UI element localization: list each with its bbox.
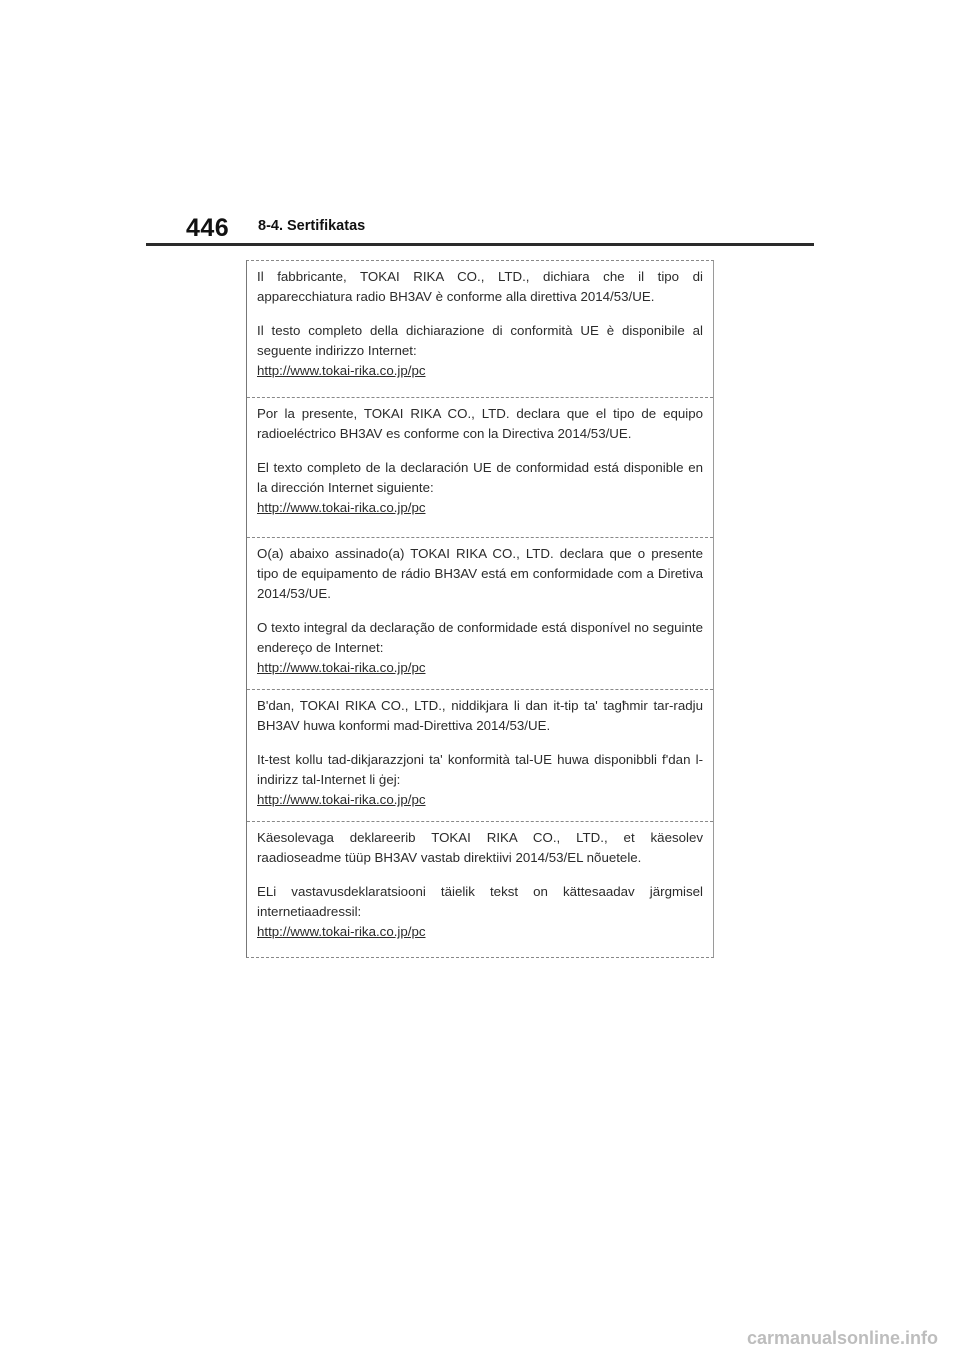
declaration-link[interactable]: http://www.tokai-rika.co.jp/pc: [257, 924, 426, 939]
declaration-block-spanish: [247, 397, 713, 537]
declaration-text: O(a) abaixo assinado(a) TOKAI RIKA CO., LTD. declara que o presente tipo de equipamento de rádio BH3AV está em conformidade com a Diretiva 2014/53/UE.: [257, 546, 703, 601]
declaration-block-estonian: [247, 821, 713, 957]
page-number: 446: [186, 214, 230, 242]
watermark: carmanualsonline.info: [746, 1328, 938, 1348]
declaration-link[interactable]: http://www.tokai-rika.co.jp/pc: [257, 363, 426, 378]
declaration-link[interactable]: http://www.tokai-rika.co.jp/pc: [257, 660, 426, 675]
declaration-text: Il fabbricante, TOKAI RIKA CO., LTD., dichiara che il tipo di apparecchiatura radio BH3AV è conforme alla direttiva 2014/53/UE.: [257, 269, 703, 304]
availability-text: Il testo completo della dichiarazione di conformità UE è disponibile al seguente indirizzo Internet:: [257, 323, 703, 358]
availability-text: It-test kollu tad-dikjarazzjoni ta' konformità tal-UE huwa disponibbli f'dan l-indirizz tal-Internet li ġej:: [257, 752, 703, 787]
availability-text: ELi vastavusdeklaratsiooni täielik tekst on kättesaadav järgmisel internetiaadressil:: [257, 884, 703, 919]
availability-text: El texto completo de la declaración UE de conformidad está disponible en la dirección Internet siguiente:: [257, 460, 703, 495]
declaration-block-maltese: [247, 689, 713, 821]
header-rule: [146, 243, 814, 246]
declaration-block-portuguese: [247, 537, 713, 689]
declaration-link[interactable]: http://www.tokai-rika.co.jp/pc: [257, 792, 426, 807]
declaration-text: Käesolevaga deklareerib TOKAI RIKA CO., LTD., et käesolev raadioseadme tüüp BH3AV vastab direktiivi 2014/53/EL nõuetele.: [257, 830, 703, 865]
section-title: 8-4. Sertifikatas: [258, 218, 366, 234]
declaration-text: Por la presente, TOKAI RIKA CO., LTD. declara que el tipo de equipo radioeléctrico BH3AV es conforme con la Directiva 2014/53/UE.: [257, 406, 703, 441]
declaration-text: B'dan, TOKAI RIKA CO., LTD., niddikjara li dan it-tip ta' tagħmir tar-radju BH3AV huwa konformi mad-Direttiva 2014/53/UE.: [257, 698, 703, 733]
availability-text: O texto integral da declaração de conformidade está disponível no seguinte endereço de Internet:: [257, 620, 703, 655]
declaration-block-italian: [247, 261, 713, 397]
declaration-sheet: [246, 260, 714, 958]
declaration-link[interactable]: http://www.tokai-rika.co.jp/pc: [257, 500, 426, 515]
